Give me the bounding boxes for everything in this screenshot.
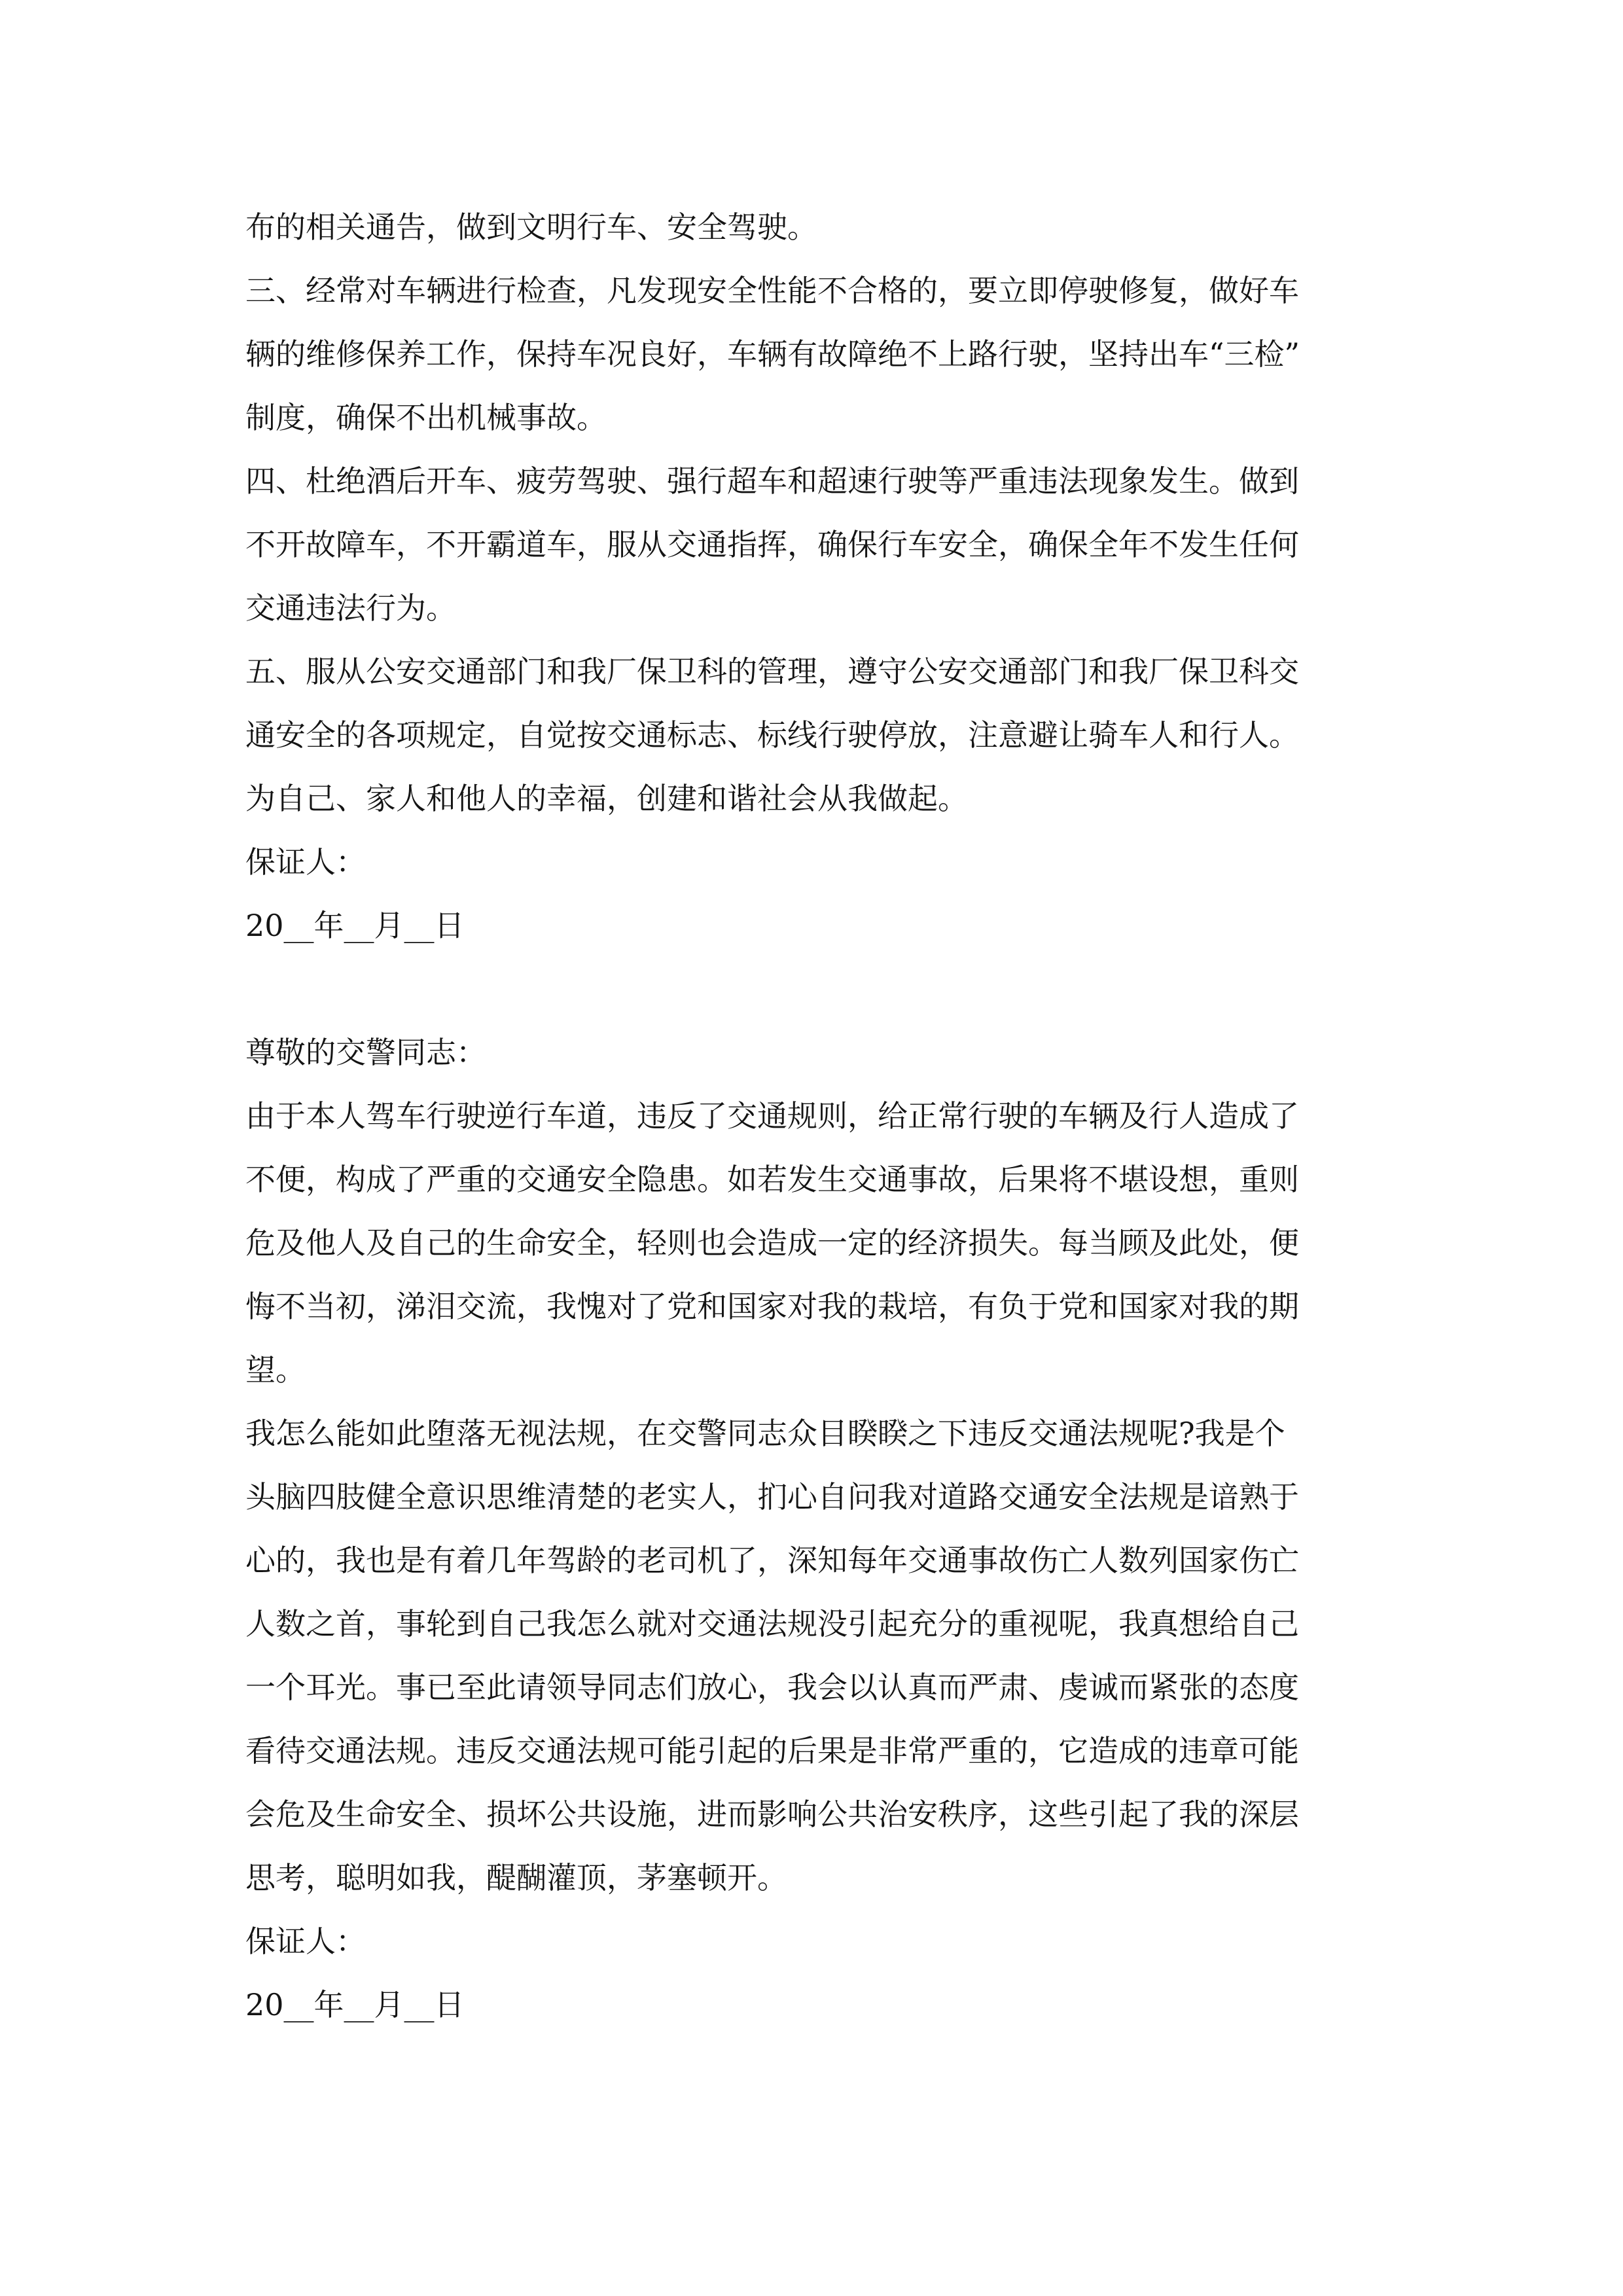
paragraph-line: 三、经常对车辆进行检查，凡发现安全性能不合格的，要立即停驶修复，做好车	[245, 273, 1299, 308]
section-traffic-pledge	[245, 196, 1410, 958]
paragraph-line: 不便，构成了严重的交通安全隐患。如若发生交通事故，后果将不堪设想，重则	[245, 1162, 1299, 1197]
paragraph-line: 悔不当初，涕泪交流，我愧对了党和国家对我的栽培，有负于党和国家对我的期	[245, 1289, 1299, 1324]
paragraph-line: 通安全的各项规定，自觉按交通标志、标线行驶停放，注意避让骑车人和行人。	[245, 717, 1299, 753]
paragraph-line: 交通违法行为。	[245, 590, 456, 626]
date-line: 20__年__月__日	[245, 908, 465, 943]
salutation: 尊敬的交警同志：	[245, 1035, 486, 1070]
paragraph-line: 望。	[245, 1352, 306, 1388]
guarantor-label: 保证人：	[245, 1924, 366, 1959]
paragraph-line: 为自己、家人和他人的幸福，创建和谐社会从我做起。	[245, 781, 968, 816]
paragraph-line: 会危及生命安全、损坏公共设施，进而影响公共治安秩序，这些引起了我的深层	[245, 1797, 1299, 1832]
paragraph-line: 布的相关通告，做到文明行车、安全驾驶。	[245, 209, 817, 245]
paragraph-line: 制度，确保不出机械事故。	[245, 400, 607, 435]
guarantor-label: 保证人：	[245, 844, 366, 880]
paragraph-line: 看待交通法规。违反交通法规可能引起的后果是非常严重的，它造成的违章可能	[245, 1733, 1299, 1768]
paragraph-line: 心的，我也是有着几年驾龄的老司机了，深知每年交通事故伤亡人数列国家伤亡	[245, 1543, 1299, 1578]
paragraph-line: 五、服从公安交通部门和我厂保卫科的管理，遵守公安交通部门和我厂保卫科交	[245, 654, 1299, 689]
document-body	[245, 196, 1410, 2037]
paragraph-line: 由于本人驾车行驶逆行车道，违反了交通规则，给正常行驶的车辆及行人造成了	[245, 1098, 1299, 1134]
paragraph-line: 危及他人及自己的生命安全，轻则也会造成一定的经济损失。每当顾及此处，便	[245, 1225, 1299, 1261]
paragraph-line: 四、杜绝酒后开车、疲劳驾驶、强行超车和超速行驶等严重违法现象发生。做到	[245, 463, 1299, 499]
paragraph-line: 辆的维修保养工作，保持车况良好，车辆有故障绝不上路行驶，坚持出车“三检”	[245, 336, 1300, 372]
paragraph-line: 头脑四肢健全意识思维清楚的老实人，扪心自问我对道路交通安全法规是谙熟于	[245, 1479, 1299, 1515]
paragraph-line: 思考，聪明如我，醍醐灌顶，茅塞顿开。	[245, 1860, 787, 1895]
paragraph-line: 不开故障车，不开霸道车，服从交通指挥，确保行车安全，确保全年不发生任何	[245, 527, 1299, 562]
paragraph-line: 一个耳光。事已至此请领导同志们放心，我会以认真而严肃、虔诚而紧张的态度	[245, 1670, 1299, 1705]
paragraph-line: 我怎么能如此堕落无视法规，在交警同志众目睽睽之下违反交通法规呢?我是个	[245, 1416, 1285, 1451]
paragraph-line: 人数之首，事轮到自己我怎么就对交通法规没引起充分的重视呢，我真想给自己	[245, 1606, 1299, 1641]
section-apology-letter	[245, 1021, 1410, 2037]
date-line: 20__年__月__日	[245, 1987, 465, 2022]
section-spacer	[245, 958, 1410, 1021]
